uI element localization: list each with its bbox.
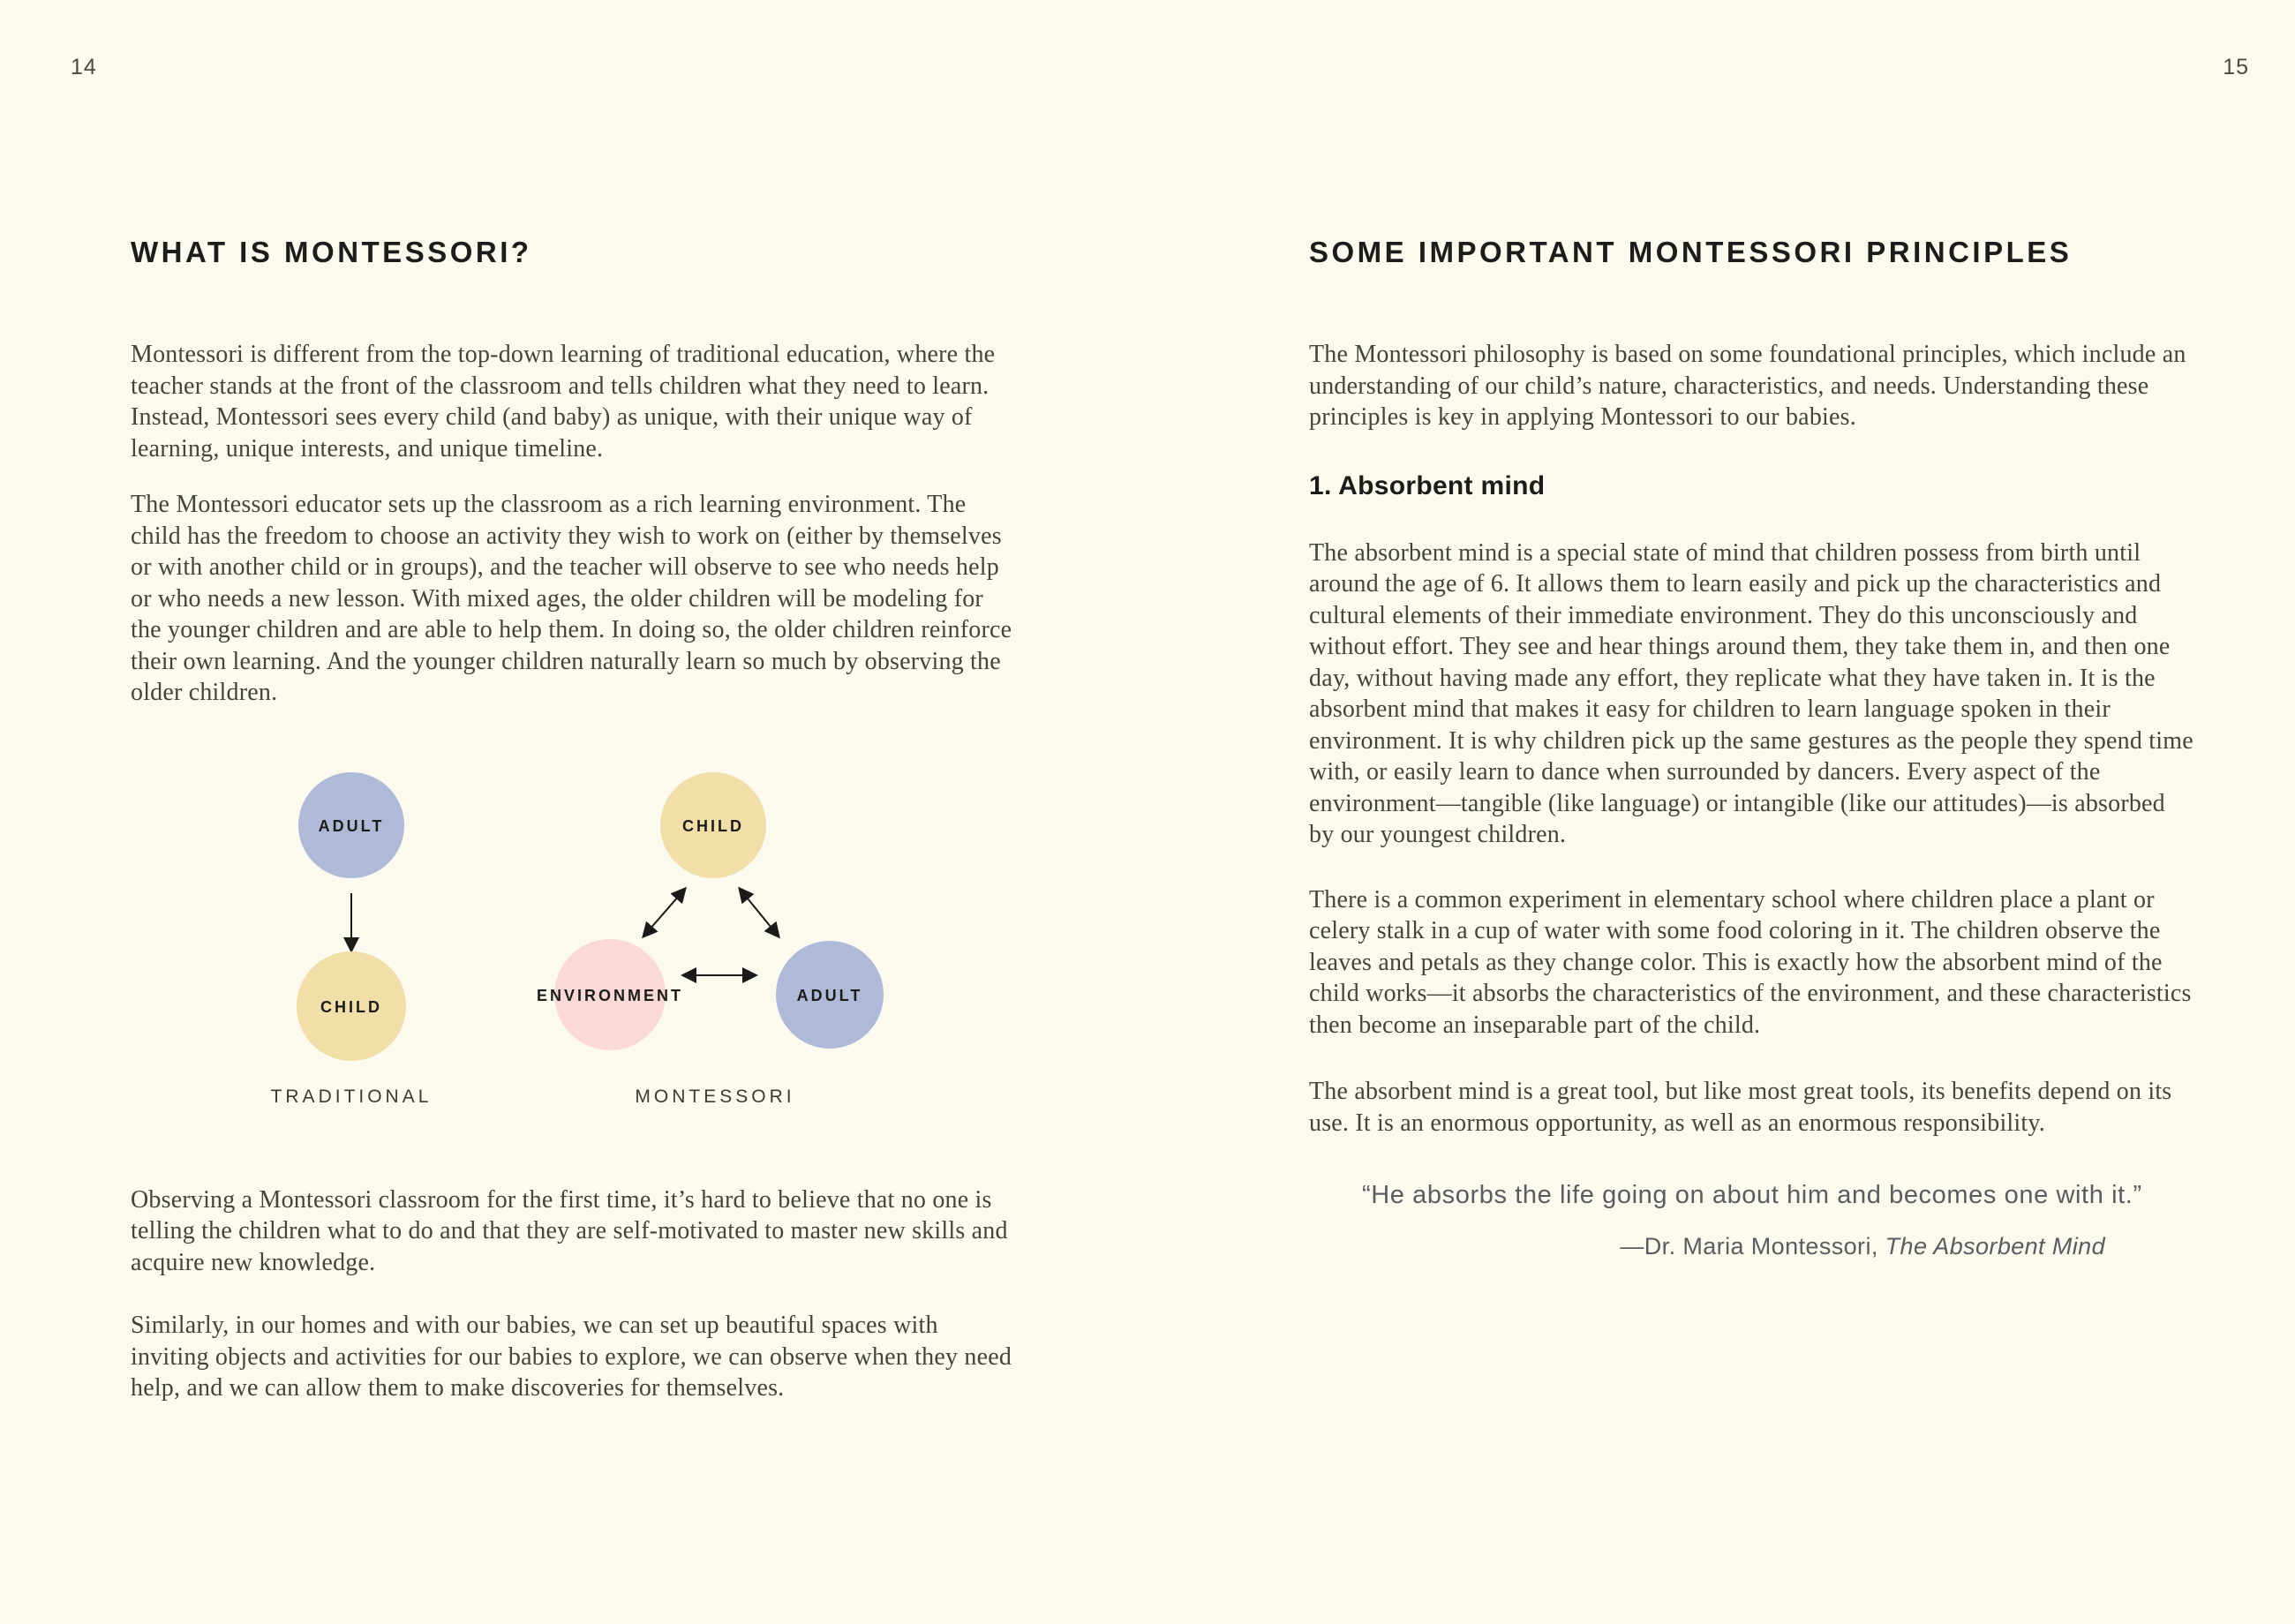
arrow-child-adult [740, 889, 779, 936]
arrow-child-environment [643, 889, 685, 936]
montessori-quote: “He absorbs the life going on about him and becomes one with it.” [1362, 1181, 2142, 1210]
right-paragraph-3: The absorbent mind is a great tool, but like most great tools, its benefits depend on its use. It is an enormous opportunity, as well as an enormous responsibility. [1309, 1078, 2172, 1137]
left-page-column [131, 237, 1015, 1429]
traditional-caption: TRADITIONAL [270, 1086, 433, 1107]
page-number-right: 15 [2223, 55, 2249, 79]
page-number-left: 14 [71, 55, 97, 79]
left-paragraph-3: Observing a Montessori classroom for the first time, it’s hard to believe that no one is telling the children what to do and that they are self-motivated to master new skills and acquire new knowledge. [131, 1185, 1008, 1276]
absorbent-mind-heading: 1. Absorbent mind [1309, 470, 1546, 500]
right-paragraph-2: There is a common experiment in elementary school where children place a plant or celery stalk in a cup of water with some food coloring in it. The children observe the leaves and petals as they change color. This is exactly how the absorbent mind of the child works—it absorbs the characteristics of the environment, and these characteristics then become an inseparable part of the child. [1309, 885, 2192, 1039]
traditional-adult-label: ADULT [318, 816, 385, 835]
left-paragraph-4: Similarly, in our homes and with our babies, we can set up beautiful spaces with inviting objects and activities for our babies to explore, we can observe when they need help, and we can allow them to make discoveries for themselves. [131, 1312, 1012, 1402]
montessori-environment-label: ENVIRONMENT [536, 986, 684, 1004]
left-paragraph-1: Montessori is different from the top-down learning of traditional education, where the teacher stands at the front of the classroom and tells children what they need to learn. Instead, Montessori sees every child (and baby) as unique, with their unique way of learning, unique interests, and unique timeline. [131, 341, 996, 462]
quote-attribution-book-title: The Absorbent Mind [1885, 1233, 2105, 1260]
quote-attribution [1309, 1233, 2193, 1260]
montessori-adult-label: ADULT [796, 986, 863, 1004]
left-page-title: WHAT IS MONTESSORI? [131, 236, 532, 268]
traditional-vs-montessori-diagram [131, 763, 1015, 1121]
montessori-child-label: CHILD [682, 816, 744, 835]
right-intro-paragraph: The Montessori philosophy is based on some foundational principles, which include an understanding of our child’s nature, characteristics, and needs. Understanding these principles is key in applying Montessori to our babies. [1309, 341, 2186, 432]
montessori-caption: MONTESSORI [635, 1086, 795, 1107]
quote-attribution-author: —Dr. Maria Montessori, [1620, 1233, 1885, 1260]
left-paragraph-2: The Montessori educator sets up the classroom as a rich learning environment. The child has the freedom to choose an activity they wish to work on (either by themselves or with another child or in groups), and the teacher will observe to see who needs help or who needs a new lesson. With mixed ages, the older children will be modeling for the younger children and are able to help them. In doing so, the older children reinforce their own learning. And the younger children naturally learn so much by observing the older children. [131, 491, 1012, 707]
diagram-svg [131, 763, 1013, 1116]
traditional-child-label: CHILD [320, 997, 382, 1016]
right-page-column [1309, 237, 2193, 1260]
right-page-title: SOME IMPORTANT MONTESSORI PRINCIPLES [1309, 236, 2073, 268]
right-paragraph-1: The absorbent mind is a special state of mind that children possess from birth until around the age of 6. It allows them to learn easily and pick up the characteristics and cultural elements of their immediate environment. They do this unconsciously and without effort. They see and hear things around them, they take them in, and then one day, without having made any effort, they replicate what they have taken in. It is the absorbent mind that makes it easy for children to learn language spoken in their environment. It is why children pick up the same gestures as the people they spend time with, or easily learn to dance when surrounded by dancers. Every aspect of the environment—tangible (like language) or intangible (like our attitudes)—is absorbed by our youngest children. [1309, 538, 2193, 849]
